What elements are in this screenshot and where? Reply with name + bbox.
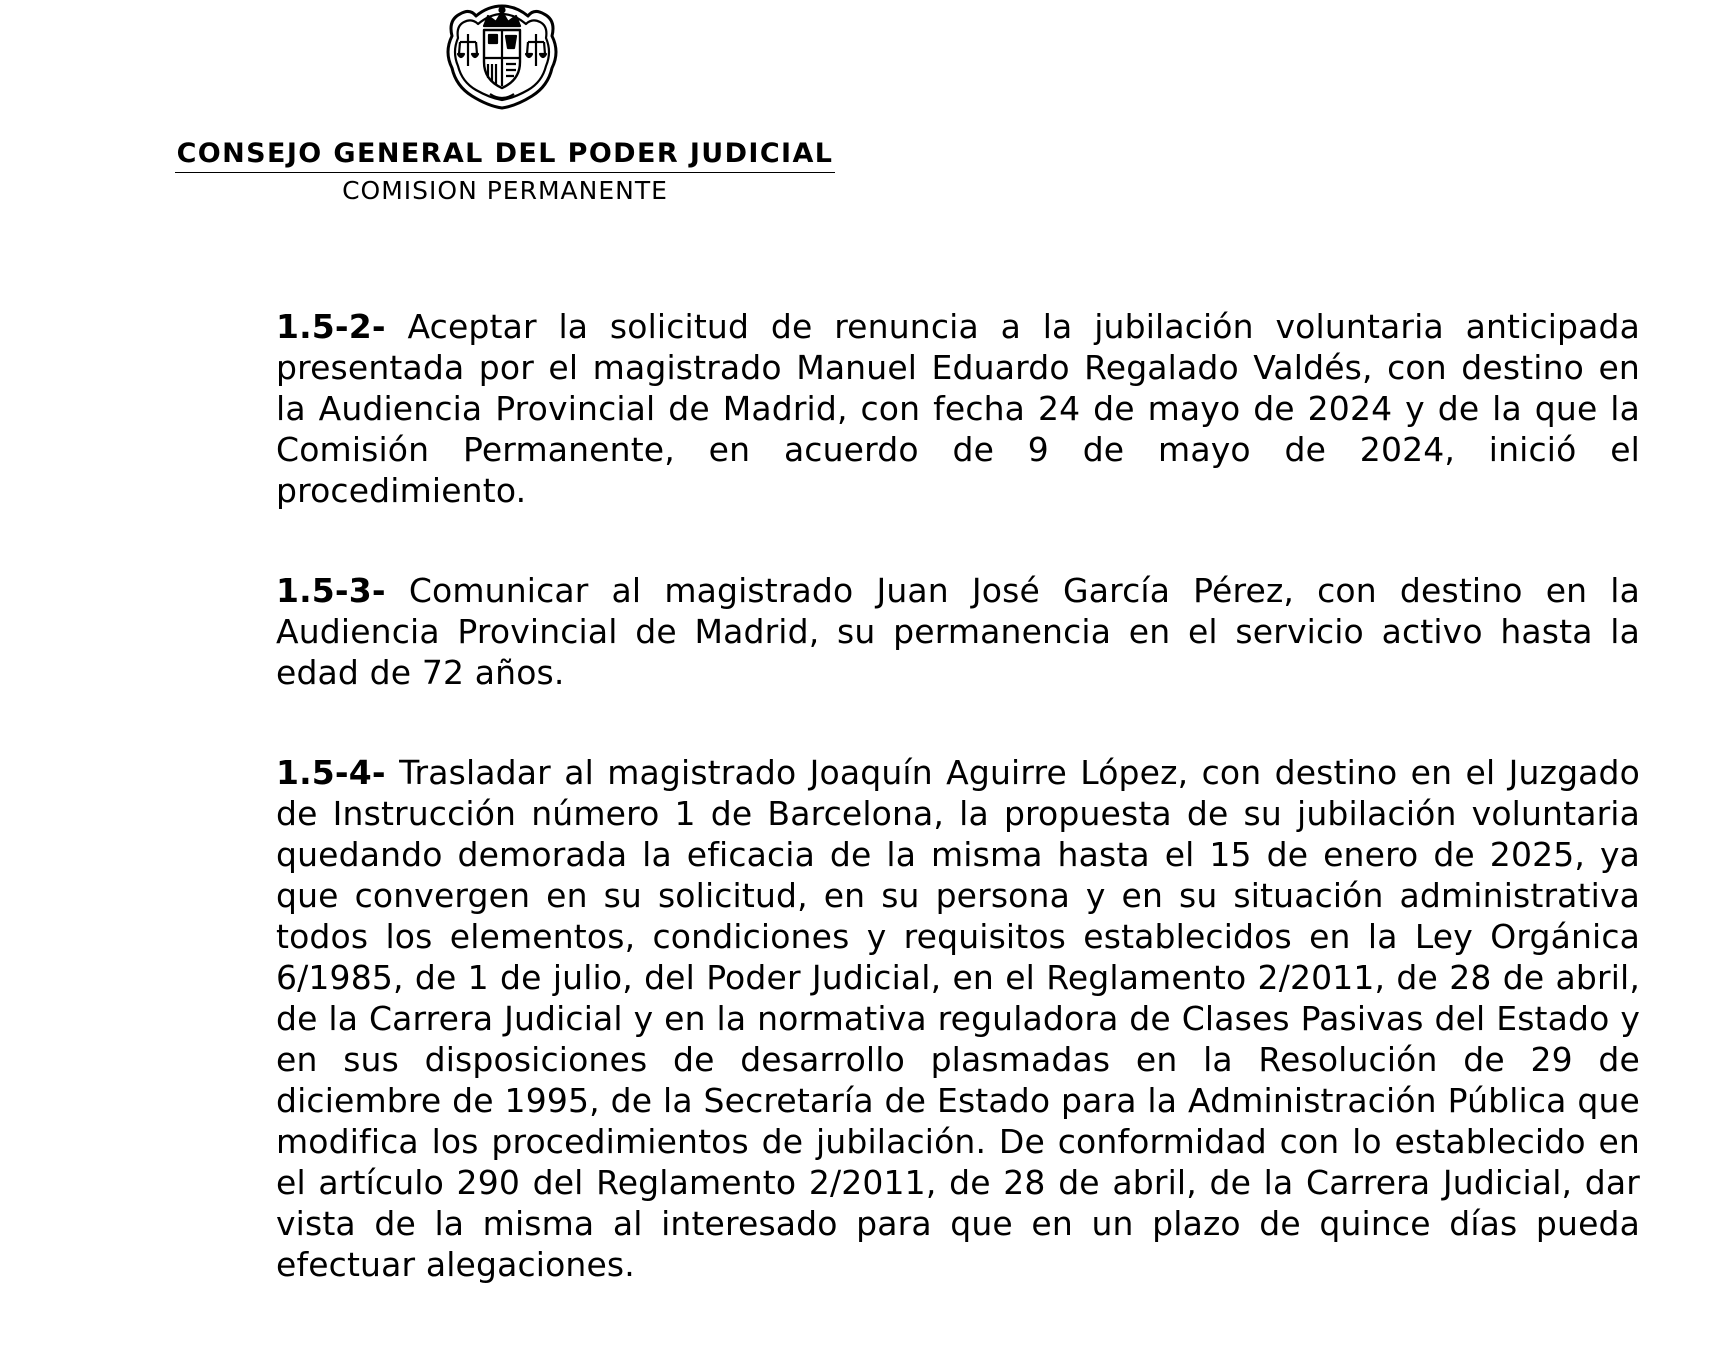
document-body	[276, 306, 1640, 1285]
header-divider	[175, 172, 835, 173]
paragraph-number: 1.5-2-	[276, 307, 386, 346]
paragraph-text: Trasladar al magistrado Joaquín Aguirre López, con destino en el Juzgado de Instrucción número 1 de Barcelona, la propuesta de su jubilación voluntaria quedando demorada la eficacia de la misma hasta el 15 de enero de 2025, ya que convergen en su solicitud, en su persona y en su situación administrativa todos los elementos, condiciones y requisitos establecidos en la Ley Orgánica 6/1985, de 1 de julio, del Poder Judicial, en el Reglamento 2/2011, de 28 de abril, de la Carrera Judicial y en la normativa reguladora de Clases Pasivas del Estado y en sus disposiciones de desarrollo plasmadas en la Resolución de 29 de diciembre de 1995, de la Secretaría de Estado para la Administración Pública que modifica los procedimientos de jubilación. De conformidad con lo establecido en el artículo 290 del Reglamento 2/2011, de 28 de abril, de la Carrera Judicial, dar vista de la misma al interesado para que en un plazo de quince días pueda efectuar alegaciones.	[276, 753, 1640, 1284]
department-subtitle: COMISION PERMANENTE	[342, 176, 668, 205]
organization-title: CONSEJO GENERAL DEL PODER JUDICIAL	[176, 138, 834, 169]
coat-of-arms-seal-icon	[440, 2, 564, 110]
resolution-paragraph-1-5-2	[276, 306, 1640, 511]
paragraph-number: 1.5-3-	[276, 571, 386, 610]
paragraph-text: Comunicar al magistrado Juan José García Pérez, con destino en la Audiencia Provincial de Madrid, su permanencia en el servicio activo hasta la edad de 72 años.	[276, 571, 1641, 692]
paragraph-text: Aceptar la solicitud de renuncia a la jubilación voluntaria anticipada presentada por el magistrado Manuel Eduardo Regalado Valdés, con destino en la Audiencia Provincial de Madrid, con fecha 24 de mayo de 2024 y de la que la Comisión Permanente, en acuerdo de 9 de mayo de 2024, inició el procedimiento.	[276, 307, 1640, 510]
resolution-paragraph-1-5-3	[276, 570, 1640, 693]
resolution-paragraph-1-5-4	[276, 752, 1640, 1285]
paragraph-number: 1.5-4-	[276, 753, 386, 792]
